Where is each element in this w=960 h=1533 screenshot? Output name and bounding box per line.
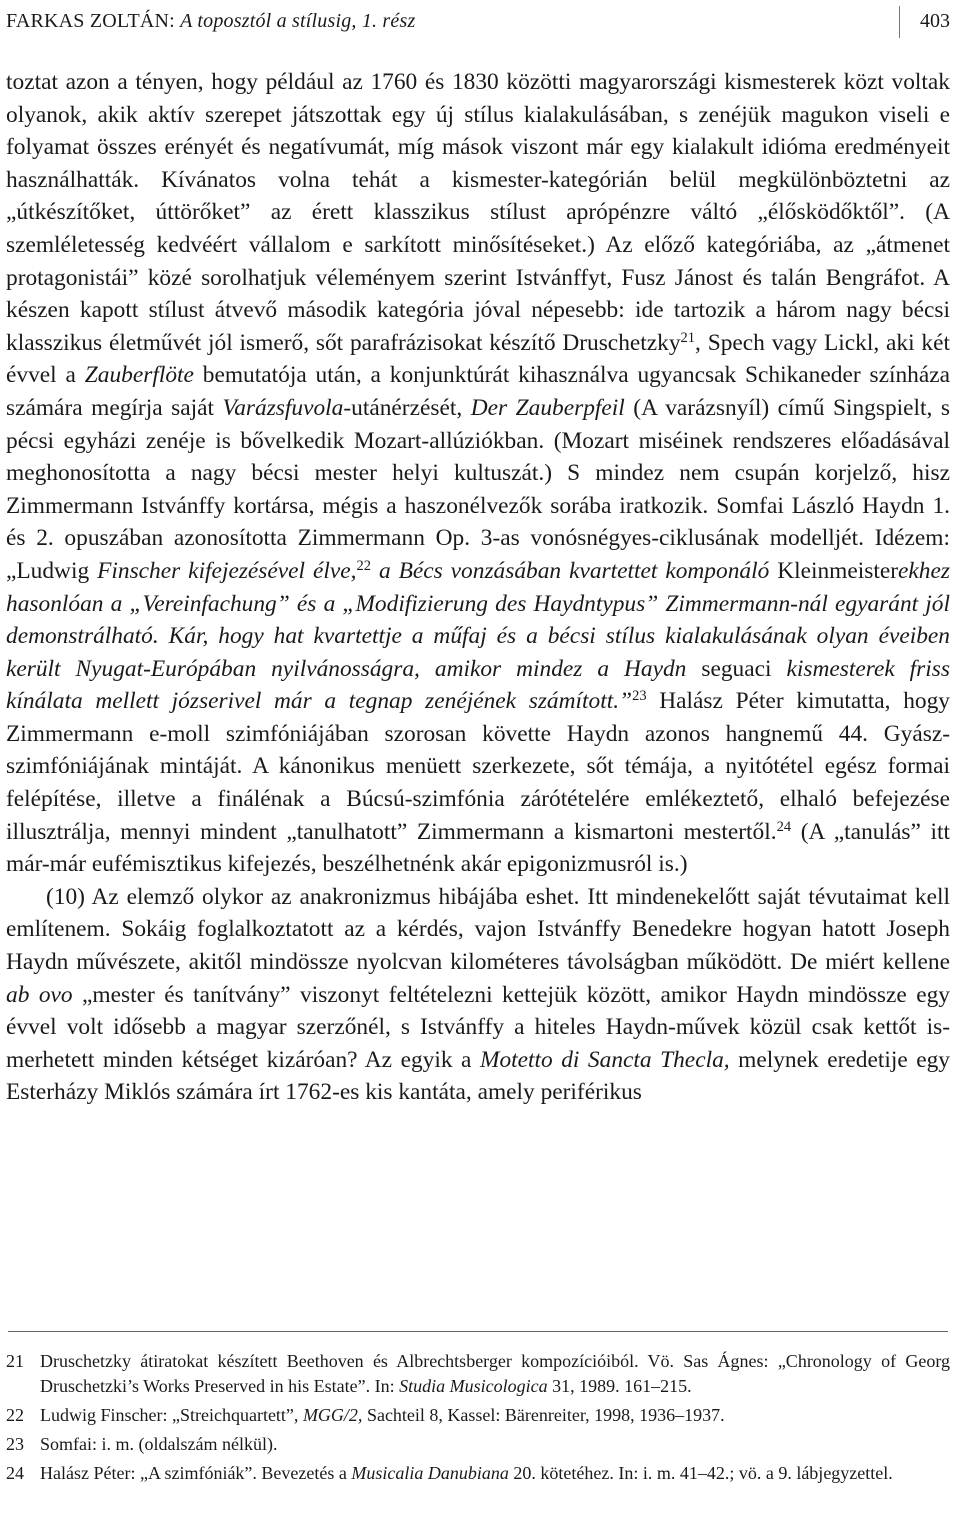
text-run: Ludwig Finscher: „Streichquartett”,: [40, 1405, 303, 1425]
text-run: melynek eredetije egy Esterházy Miklós számára írt 1762-es kis kantáta, amely periférikus: [6, 1046, 950, 1106]
text-run: (A varázsnyíl) című Singspielt, s pécsi egyházi zenéje is bővelkedik Mozart-allúziókban. (Mozart miséinek rendszeres előadásával meghonosította a nagy bécsi mester helyi kultuszát.) S mindez nem csupán korjelző, hisz Zimmermann Istvánffy kortársa, mégis a haszonélvezők sorába iratkozik. Somfai László Haydn 1. és 2. opuszában azonosította Zimmermann Op. 3-as vonósnégyes-ciklusának modelljét. Idézem: „Ludwig: [6, 394, 950, 584]
footnote: [6, 1349, 950, 1399]
text-run: „mester és tanítvány” viszonyt feltételezni kettejük között, amikor Haydn mindössze egy évvel volt idősebb a magyar szerzőnél, s Istvánffy a hiteles Haydn-művek közül csak kettőt ismerhetett minden kétséget kizáróan? Az egyik a: [6, 981, 951, 1073]
footnote: [6, 1403, 950, 1428]
footnote-ref: 22: [356, 557, 371, 574]
text-run: Motetto di Sancta Thecla,: [479, 1046, 730, 1073]
text-run: kismesterek friss kínálata mellett józserivel már a tegnap zenéjének számított.”: [6, 655, 950, 715]
text-run: MGG/2,: [302, 1405, 363, 1425]
text-run: Finscher kifejezésével élve,: [97, 557, 357, 584]
footnote-ref: 23: [632, 688, 647, 705]
text-run: -utánérzését,: [343, 394, 471, 421]
footnote-rule: [8, 1331, 948, 1332]
header-title: A toposztól a stílusig, 1. rész: [180, 10, 416, 32]
footnote-text: [40, 1461, 950, 1486]
footnote-text: [40, 1403, 950, 1428]
text-run: seguaci: [686, 655, 787, 682]
text-run: Musicalia Danubiana: [351, 1463, 509, 1483]
footnote-text: [40, 1349, 950, 1399]
footnote-number: 24: [6, 1463, 24, 1483]
header-left: [6, 10, 415, 33]
text-run: ekhez hasonlóan a „Vereinfachung” és a „Modifizierung des Haydntypus” Zimmermann-nál egyaránt jól demonstrálható. Kár, hogy hat kvartettje a műfaj és a bécsi stílus kialakulásának olyan éveiben került Nyugat-Európában nyilvánosságra, amikor mindez a Haydn: [6, 557, 950, 682]
header-divider: [899, 6, 900, 38]
footnote-number: 22: [6, 1405, 24, 1425]
footnote-text: [40, 1432, 950, 1457]
footnotes: [6, 1349, 950, 1490]
text-run: Druschetzky átiratokat készített Beethoven és Albrechtsberger kompozícióiból. Vö. Sas Ágnes: „Chronology of Georg Druschetzki’s Works Preserved in his Estate”. In:: [40, 1351, 950, 1396]
footnote-ref: 21: [680, 329, 696, 346]
header-author: FARKAS ZOLTÁN:: [6, 10, 175, 32]
text-run: Studia Musicologica: [399, 1376, 548, 1396]
text-run: Kleinmeister: [777, 557, 899, 584]
text-run: Der Zauberpfeil: [470, 394, 625, 421]
text-run: Halász Péter kimutatta, hogy Zimmermann e-moll szimfóniájában szorosan követte Haydn azonos hangnemű 44. Gyász-szimfóniájának mintáját. A kánonikus menüett szerkezete, sőt témája, a nyitótétel egész formai felépítése, illetve a finálénak a Búcsú-szimfónia zárótételére emlékeztető, elhaló befejezése illusztrálja, mennyi mindent „tanulhatott” Zimmermann a kismartoni mestertől.: [6, 688, 950, 845]
text-run: 31, 1989. 161–215.: [547, 1376, 692, 1396]
text-run: (A „tanulás” itt már-már eufémisztikus kifejezés, beszélhetnénk akár epigonizmusról is.): [6, 818, 950, 878]
text-run: Halász Péter: „A szimfóniák”. Bevezetés a: [40, 1463, 352, 1483]
footnote-number: 21: [6, 1351, 24, 1371]
footnote: [6, 1461, 950, 1486]
text-run: a Bécs vonzásában kvartettet komponáló: [371, 557, 778, 584]
text-run: bemutatója után, a konjunktúrát kihasználva ugyancsak Schikaneder színháza számára megírja saját: [6, 362, 951, 421]
text-run: toztat azon a tényen, hogy például az 1760 és 1830 közötti magyarországi kismesterek közt voltak olyanok, akik aktív szerepet játszottak egy új stílus kialakulásában, s zenéjük magukon viseli e folyamat összes erényét és negatívumát, míg mások viszont már egy kialakult idióma eredményeit használhatták. Kívánatos volna tehát a kismester-kategórián belül megkülönböztetni az „útkészítőket, úttörőket” az érett klasszikus stílust aprópénzre váltó „élősködőktől”. (A szemléletesség kedvéért vállalom e sarkított minősítéseket.) Az előző kategóriába, az „átmenet protagonistái” közé sorolhatjuk véleményem szerint Istvánffyt, Fusz Jánost és talán Bengráfot. A készen kapott stílust átvevő második kategória jóval népesebb: ide tartozik a három nagy bécsi klasszikus életművét jól ismerő, sőt parafrázisokat készítő Druschetzky: [6, 69, 950, 356]
footnote-ref: 24: [776, 818, 792, 835]
footnote-number: 23: [6, 1434, 24, 1454]
footnote: [6, 1432, 950, 1457]
running-header: [6, 6, 954, 38]
text-run: 20. kötetéhez. In: i. m. 41–42.; vö. a 9. lábjegyzettel.: [508, 1463, 893, 1483]
text-run: , Spech vagy Lickl, aki két évvel a: [6, 329, 950, 389]
paragraph: [6, 881, 950, 1109]
main-text: [6, 66, 950, 1109]
text-run: Sachteil 8, Kassel: Bärenreiter, 1998, 1936–1937.: [362, 1405, 725, 1425]
paragraph: [6, 66, 950, 881]
text-run: ab ovo: [6, 981, 73, 1008]
text-run: Zauberflöte: [84, 362, 194, 389]
text-run: Varázsfuvola: [222, 394, 344, 421]
page-number: 403: [920, 10, 950, 32]
text-run: (10) Az elemző olykor az anakronizmus hibájába eshet. Itt mindenekelőtt saját tévutaimat kell említenem. Sokáig foglalkoztatott az a kérdés, vajon Istvánffy Benedekre hogyan hatott Joseph Haydn művészete, akitől mindössze nyolcvan kilométeres távolságban működött. De miért kellene: [6, 883, 950, 976]
text-run: Somfai: i. m. (oldalszám nélkül).: [40, 1434, 278, 1454]
